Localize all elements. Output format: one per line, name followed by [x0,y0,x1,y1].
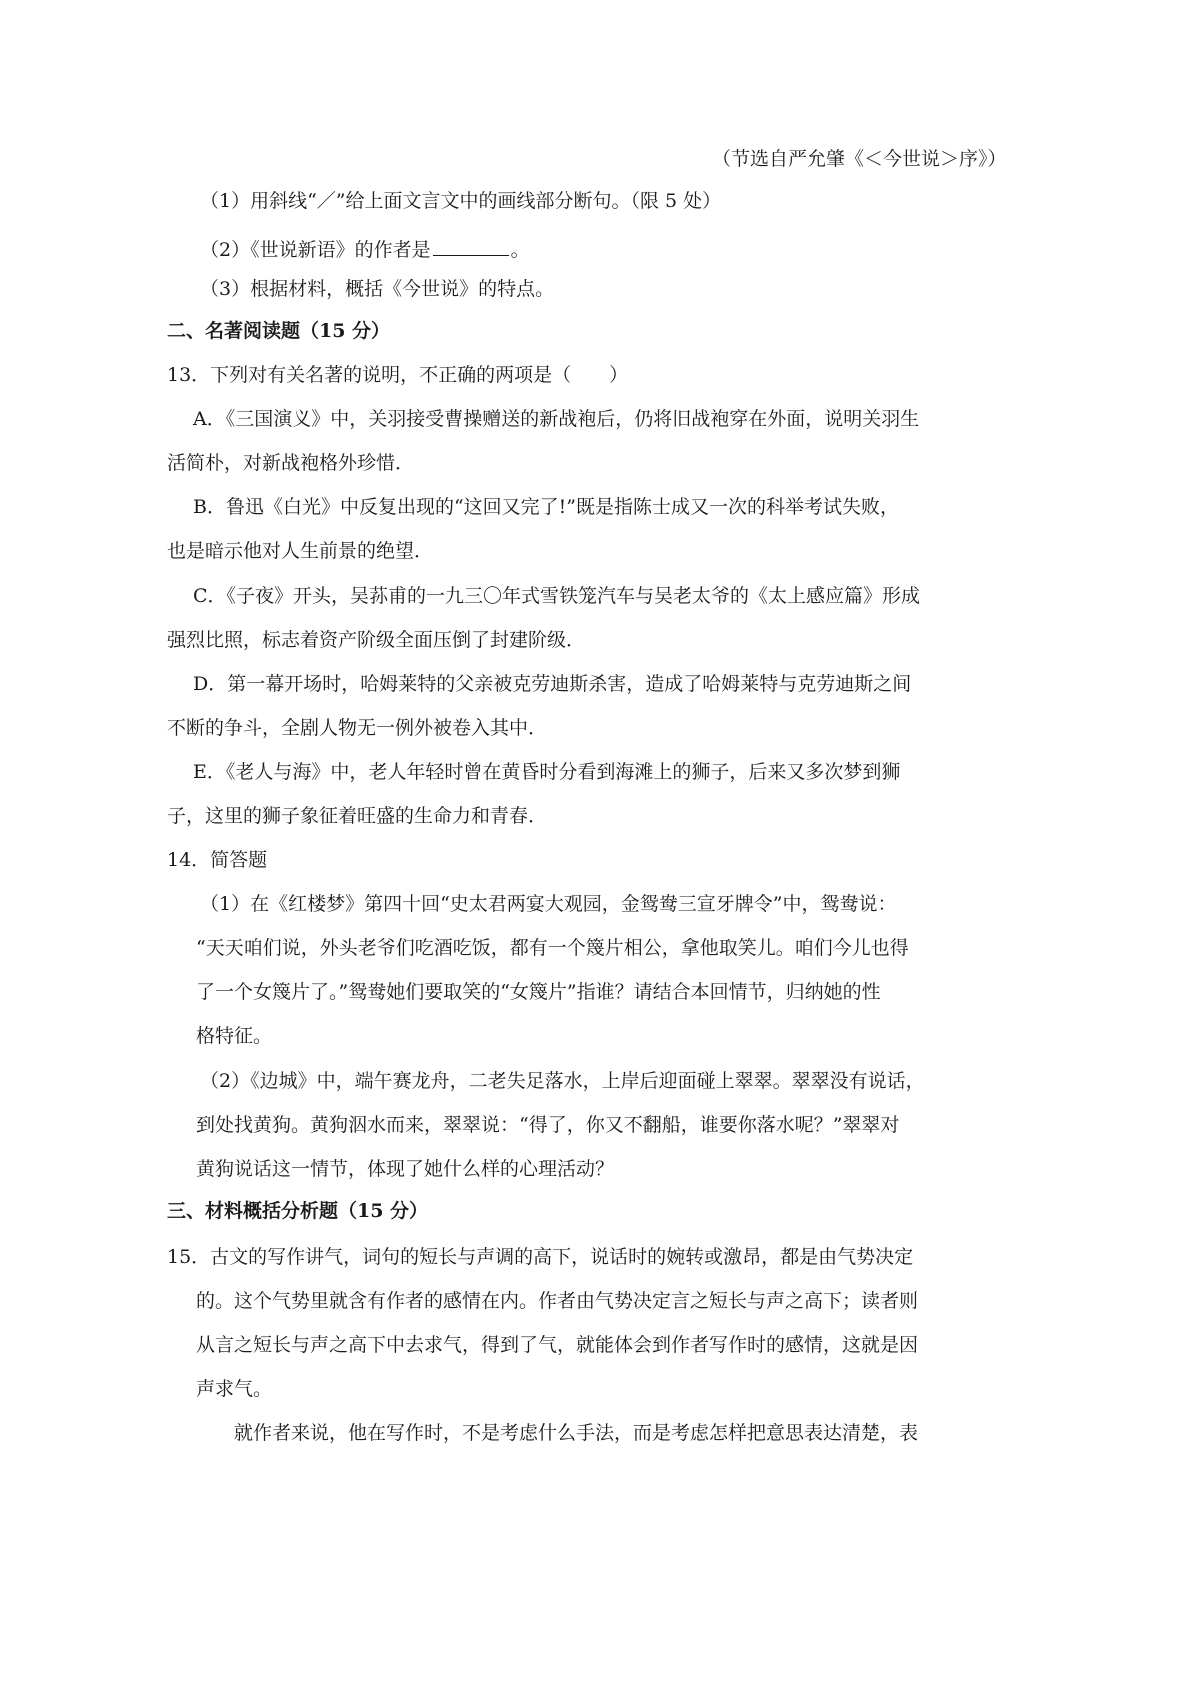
q14-sub2-line3: 黄狗说话这一情节，体现了她什么样的心理活动？ [196,1158,615,1180]
q14-stem: 14．简答题 [167,849,268,871]
q13-option-b-line2: 也是暗示他对人生前景的绝望． [167,540,434,562]
q13-option-c-line2: 强烈比照，标志着资产阶级全面压倒了封建阶级． [167,629,586,651]
q12-sub2-prefix: （2）《世说新语》的作者是 [200,239,431,261]
q15-line4: 声求气。 [196,1378,273,1400]
q13-option-a-line1: A．《三国演义》中，关羽接受曹操赠送的新战袍后，仍将旧战袍穿在外面，说明关羽生 [193,408,920,430]
q13-option-d-line1: D．第一幕开场时，哈姆莱特的父亲被克劳迪斯杀害，造成了哈姆莱特与克劳迪斯之间 [193,673,912,695]
q13-option-e-line1: E．《老人与海》中，老人年轻时曾在黄昏时分看到海滩上的狮子，后来又多次梦到狮 [193,761,901,783]
q15-line3: 从言之短长与声之高下中去求气，得到了气，就能体会到作者写作时的感情，这就是因 [196,1334,919,1356]
q14-sub1-line1: （1）在《红楼梦》第四十回“史太君两宴大观园，金鸳鸯三宣牙牌令”中，鸳鸯说： [200,893,897,915]
q13-option-c-line1: C．《子夜》开头，吴荪甫的一九三〇年式雪铁笼汽车与吴老太爷的《太上感应篇》形成 [193,585,921,607]
q13-option-a-line2: 活简朴，对新战袍格外珍惜． [167,452,415,474]
q14-sub1-line4: 格特征。 [196,1025,273,1047]
q15-line2: 的。这个气势里就含有作者的感情在内。作者由气势决定言之短长与声之高下；读者则 [196,1290,919,1312]
q15-line5: 就作者来说，他在写作时，不是考虑什么手法，而是考虑怎样把意思表达清楚，表 [234,1422,919,1444]
q14-sub1-line2: “天天咱们说，外头老爷们吃酒吃饭，都有一个篾片相公，拿他取笑儿。咱们今儿也得 [196,937,909,959]
answer-blank[interactable] [433,237,509,256]
q12-sub2 [200,237,530,263]
q13-option-d-line2: 不断的争斗，全剧人物无一例外被卷入其中． [167,717,548,739]
q12-sub3: （3）根据材料，概括《今世说》的特点。 [200,278,555,300]
q12-sub2-suffix: 。 [510,239,530,261]
section2-title: 二、名著阅读题（15 分） [167,320,391,342]
q13-stem: 13．下列对有关名著的说明，不正确的两项是（ ） [167,364,629,386]
q12-sub1: （1）用斜线“／”给上面文言文中的画线部分断句。（限 5 处） [200,190,722,212]
q14-sub2-line1: （2）《边城》中，端午赛龙舟，二老失足落水，上岸后迎面碰上翠翠。翠翠没有说话， [200,1070,925,1092]
section3-title: 三、材料概括分析题（15 分） [167,1200,429,1222]
source-line: （节选自严允肇《＜今世说＞序》） [712,148,1007,170]
q14-sub1-line3: 了一个女篾片了。”鸳鸯她们要取笑的“女篾片”指谁？请结合本回情节，归纳她的性 [196,981,881,1003]
q15-line1: 15．古文的写作讲气，词句的短长与声调的高下，说话时的婉转或激昂，都是由气势决定 [167,1246,914,1268]
q13-option-e-line2: 子，这里的狮子象征着旺盛的生命力和青春． [167,805,548,827]
q13-option-b-line1: B．鲁迅《白光》中反复出现的“这回又完了!”既是指陈士成又一次的科举考试失败， [193,496,900,518]
q14-sub2-line2: 到处找黄狗。黄狗泅水而来，翠翠说：“得了，你又不翻船，谁要你落水呢？”翠翠对 [196,1114,900,1136]
